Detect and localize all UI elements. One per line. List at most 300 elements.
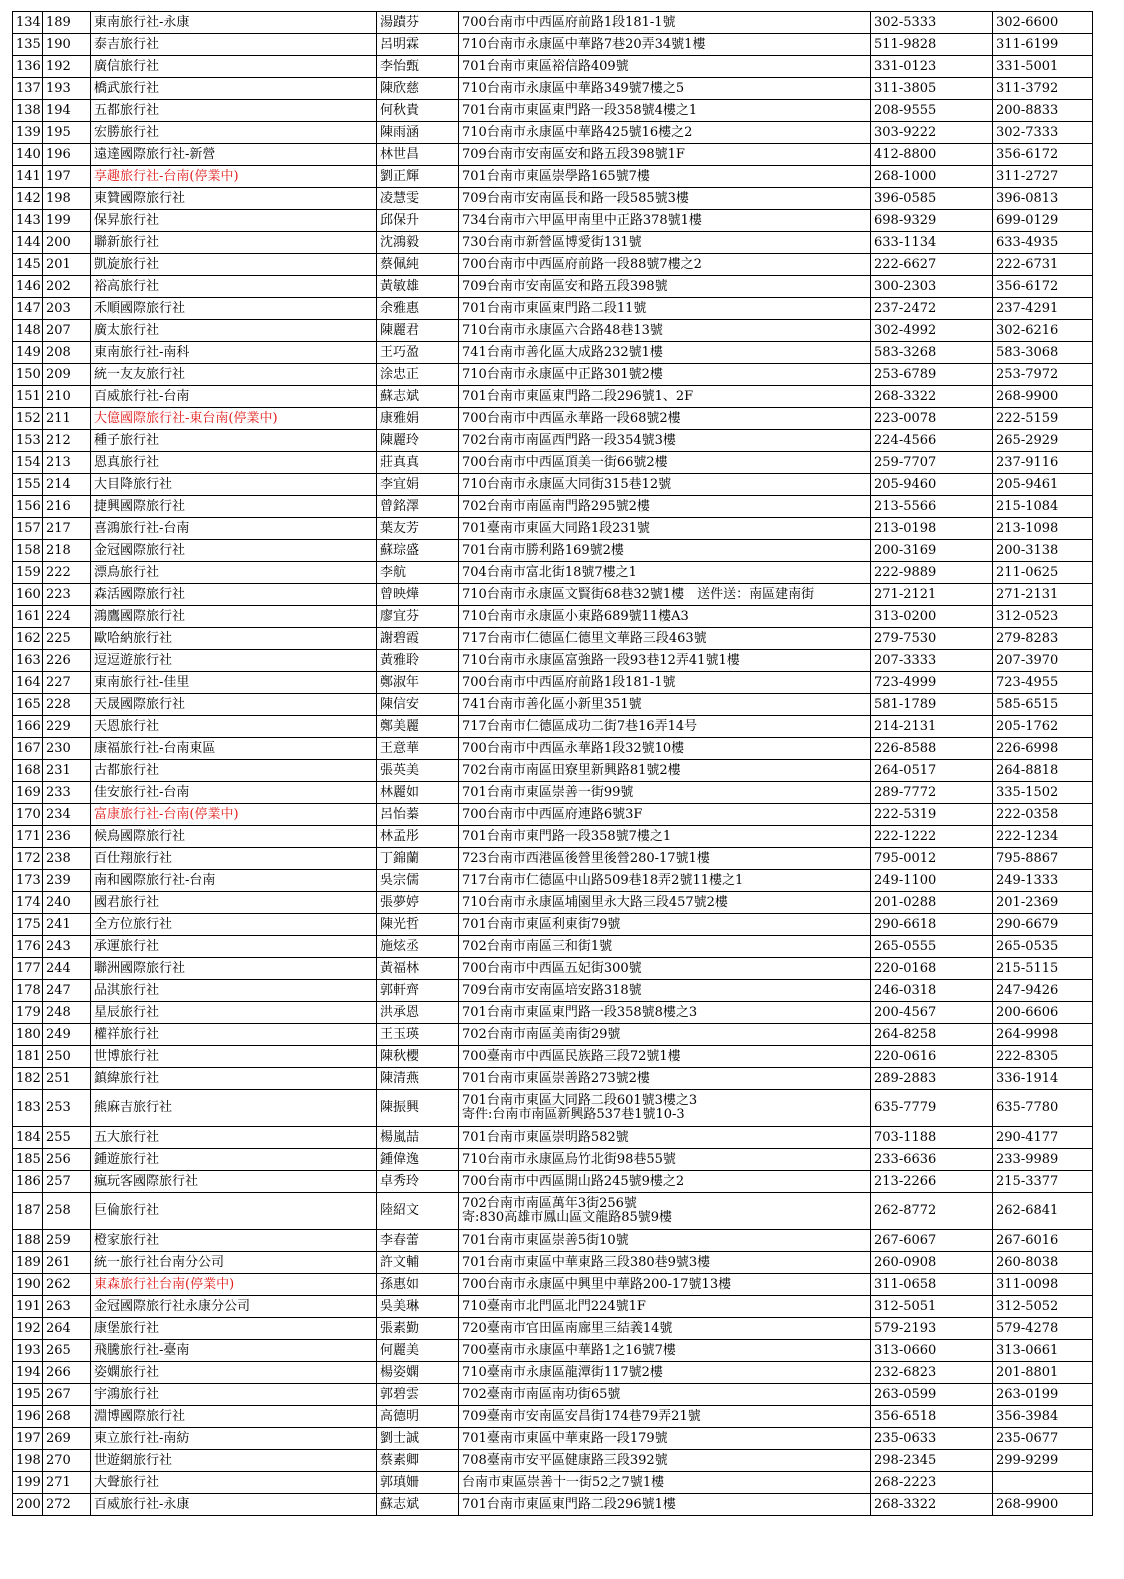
fax: [993, 1472, 1093, 1494]
agency-name: 五大旅行社: [91, 1127, 377, 1149]
agency-name: 百威旅行社-永康: [91, 1494, 377, 1516]
contact-person: 張素勤: [377, 1318, 459, 1340]
phone: 703-1188: [871, 1127, 993, 1149]
agency-code: 201: [43, 254, 91, 276]
row-index: 180: [13, 1024, 43, 1046]
row-index: 175: [13, 914, 43, 936]
address: 741台南市善化區大成路232號1樓: [459, 342, 871, 364]
phone: 795-0012: [871, 848, 993, 870]
row-index: 191: [13, 1296, 43, 1318]
contact-person: 鄭美麗: [377, 716, 459, 738]
agency-name: 東南旅行社-佳里: [91, 672, 377, 694]
table-row: [13, 672, 1093, 694]
row-index: 176: [13, 936, 43, 958]
agency-code: 244: [43, 958, 91, 980]
phone: 302-4992: [871, 320, 993, 342]
agency-code: 218: [43, 540, 91, 562]
agency-name: 大億國際旅行社-東台南(停業中): [91, 408, 377, 430]
contact-person: 陳秋櫻: [377, 1046, 459, 1068]
phone: 200-4567: [871, 1002, 993, 1024]
contact-person: 蔡佩純: [377, 254, 459, 276]
address: 702台南市南區西門路一段354號3樓: [459, 430, 871, 452]
table-row: [13, 1024, 1093, 1046]
agency-name: 橋武旅行社: [91, 78, 377, 100]
agency-name: 古都旅行社: [91, 760, 377, 782]
row-index: 166: [13, 716, 43, 738]
table-row: [13, 1068, 1093, 1090]
phone: 290-6618: [871, 914, 993, 936]
table-row: [13, 584, 1093, 606]
table-row: [13, 12, 1093, 34]
fax: 585-6515: [993, 694, 1093, 716]
contact-person: 陳麗君: [377, 320, 459, 342]
phone: 267-6067: [871, 1230, 993, 1252]
fax: 201-8801: [993, 1362, 1093, 1384]
address: 701台南市東區東門路一段358號4樓之1: [459, 100, 871, 122]
table-row: [13, 408, 1093, 430]
agency-code: 258: [43, 1193, 91, 1230]
fax: 200-6606: [993, 1002, 1093, 1024]
fax: 331-5001: [993, 56, 1093, 78]
agency-name: 恩真旅行社: [91, 452, 377, 474]
address: 710台南市永康區中華路349號7樓之5: [459, 78, 871, 100]
phone: 268-1000: [871, 166, 993, 188]
agency-name: 南和國際旅行社-台南: [91, 870, 377, 892]
contact-person: 陳光哲: [377, 914, 459, 936]
fax: 290-6679: [993, 914, 1093, 936]
address: 700臺南市永康區中華路1之16號7樓: [459, 1340, 871, 1362]
row-index: 161: [13, 606, 43, 628]
fax: 583-3068: [993, 342, 1093, 364]
table-row: [13, 496, 1093, 518]
table-row: [13, 760, 1093, 782]
row-index: 196: [13, 1406, 43, 1428]
contact-person: 許文輔: [377, 1252, 459, 1274]
contact-person: 林世昌: [377, 144, 459, 166]
row-index: 143: [13, 210, 43, 232]
fax: 312-0523: [993, 606, 1093, 628]
agency-code: 200: [43, 232, 91, 254]
phone: 246-0318: [871, 980, 993, 1002]
row-index: 148: [13, 320, 43, 342]
agency-name: 康堡旅行社: [91, 1318, 377, 1340]
contact-person: 鍾偉逸: [377, 1149, 459, 1171]
agency-code: 247: [43, 980, 91, 1002]
agency-code: 216: [43, 496, 91, 518]
agency-name: 逗逗遊旅行社: [91, 650, 377, 672]
address: 704台南市富北街18號7樓之1: [459, 562, 871, 584]
table-row: [13, 1340, 1093, 1362]
contact-person: 康雅娟: [377, 408, 459, 430]
fax: 723-4955: [993, 672, 1093, 694]
contact-person: 廖宜芬: [377, 606, 459, 628]
contact-person: 涂忠正: [377, 364, 459, 386]
agency-name: 大聲旅行社: [91, 1472, 377, 1494]
row-index: 193: [13, 1340, 43, 1362]
agency-code: 213: [43, 452, 91, 474]
contact-person: 林麗如: [377, 782, 459, 804]
phone: 208-9555: [871, 100, 993, 122]
row-index: 186: [13, 1171, 43, 1193]
agency-name: 種子旅行社: [91, 430, 377, 452]
agency-code: 261: [43, 1252, 91, 1274]
table-row: [13, 650, 1093, 672]
agency-code: 226: [43, 650, 91, 672]
fax: 356-3984: [993, 1406, 1093, 1428]
agency-name: 禾順國際旅行社: [91, 298, 377, 320]
phone: 303-9222: [871, 122, 993, 144]
agency-table: [12, 11, 1093, 1516]
agency-code: 257: [43, 1171, 91, 1193]
agency-code: 195: [43, 122, 91, 144]
address: 710台南市永康區中正路301號2樓: [459, 364, 871, 386]
contact-person: 卓秀玲: [377, 1171, 459, 1193]
table-row: [13, 342, 1093, 364]
contact-person: 郭碧雲: [377, 1384, 459, 1406]
agency-code: 214: [43, 474, 91, 496]
table-row: [13, 870, 1093, 892]
agency-code: 256: [43, 1149, 91, 1171]
table-row: [13, 188, 1093, 210]
address: 710台南市永康區文賢街68巷32號1樓 送件送：南區建南街: [459, 584, 871, 606]
table-row: [13, 166, 1093, 188]
table-row: [13, 540, 1093, 562]
table-row: [13, 34, 1093, 56]
agency-code: 234: [43, 804, 91, 826]
address: 701台南市東區崇善5街10號: [459, 1230, 871, 1252]
agency-code: 193: [43, 78, 91, 100]
address: 701台南市勝利路169號2樓: [459, 540, 871, 562]
agency-code: 249: [43, 1024, 91, 1046]
row-index: 147: [13, 298, 43, 320]
agency-code: 270: [43, 1450, 91, 1472]
agency-code: 253: [43, 1090, 91, 1127]
address: 710台南市永康區烏竹北街98巷55號: [459, 1149, 871, 1171]
agency-name: 佳安旅行社-台南: [91, 782, 377, 804]
agency-code: 267: [43, 1384, 91, 1406]
fax: 235-0677: [993, 1428, 1093, 1450]
contact-person: 施炫丞: [377, 936, 459, 958]
row-index: 178: [13, 980, 43, 1002]
contact-person: 高德明: [377, 1406, 459, 1428]
agency-table-body: [13, 12, 1093, 1516]
agency-name: 統一友友旅行社: [91, 364, 377, 386]
phone: 262-8772: [871, 1193, 993, 1230]
fax: 237-9116: [993, 452, 1093, 474]
row-index: 162: [13, 628, 43, 650]
contact-person: 洪承恩: [377, 1002, 459, 1024]
contact-person: 王意華: [377, 738, 459, 760]
row-index: 137: [13, 78, 43, 100]
phone: 511-9828: [871, 34, 993, 56]
agency-name: 捷興國際旅行社: [91, 496, 377, 518]
phone: 311-3805: [871, 78, 993, 100]
fax: 222-8305: [993, 1046, 1093, 1068]
contact-person: 陳清燕: [377, 1068, 459, 1090]
address: 717台南市仁德區成功二街7巷16弄14号: [459, 716, 871, 738]
agency-name: 享趣旅行社-台南(停業中): [91, 166, 377, 188]
table-row: [13, 1149, 1093, 1171]
phone: 200-3169: [871, 540, 993, 562]
address: 701台南市東區崇善路273號2樓: [459, 1068, 871, 1090]
agency-name: 東森旅行社台南(停業中): [91, 1274, 377, 1296]
fax: 201-2369: [993, 892, 1093, 914]
agency-name: 統一旅行社台南分公司: [91, 1252, 377, 1274]
contact-person: 蘇琮盛: [377, 540, 459, 562]
table-row: [13, 232, 1093, 254]
row-index: 146: [13, 276, 43, 298]
address: 710台南市永康區埔園里永大路三段457號2樓: [459, 892, 871, 914]
table-row: [13, 562, 1093, 584]
agency-code: 208: [43, 342, 91, 364]
address: 702台南市南區萬年3街256號 寄:830高雄市鳳山區文龍路85號9樓: [459, 1193, 871, 1230]
address: 700台南市中西區府前路一段88號7樓之2: [459, 254, 871, 276]
row-index: 145: [13, 254, 43, 276]
contact-person: 謝碧霞: [377, 628, 459, 650]
contact-person: 張夢婷: [377, 892, 459, 914]
table-row: [13, 452, 1093, 474]
table-row: [13, 210, 1093, 232]
table-row: [13, 606, 1093, 628]
address: 700台南市永康區中興里中華路200-17號13樓: [459, 1274, 871, 1296]
fax: 299-9299: [993, 1450, 1093, 1472]
row-index: 168: [13, 760, 43, 782]
table-row: [13, 848, 1093, 870]
agency-name: 承運旅行社: [91, 936, 377, 958]
phone: 412-8800: [871, 144, 993, 166]
agency-name: 金冠國際旅行社: [91, 540, 377, 562]
agency-code: 231: [43, 760, 91, 782]
row-index: 169: [13, 782, 43, 804]
agency-name: 裕高旅行社: [91, 276, 377, 298]
agency-name: 漂鳥旅行社: [91, 562, 377, 584]
contact-person: 李怡甄: [377, 56, 459, 78]
agency-name: 泰吉旅行社: [91, 34, 377, 56]
table-row: [13, 1090, 1093, 1127]
fax: 795-8867: [993, 848, 1093, 870]
address: 734台南市六甲區甲南里中正路378號1樓: [459, 210, 871, 232]
fax: 633-4935: [993, 232, 1093, 254]
phone: 207-3333: [871, 650, 993, 672]
phone: 249-1100: [871, 870, 993, 892]
phone: 268-3322: [871, 1494, 993, 1516]
row-index: 183: [13, 1090, 43, 1127]
agency-name: 橙家旅行社: [91, 1230, 377, 1252]
agency-code: 223: [43, 584, 91, 606]
table-row: [13, 144, 1093, 166]
phone: 268-3322: [871, 386, 993, 408]
phone: 201-0288: [871, 892, 993, 914]
fax: 311-0098: [993, 1274, 1093, 1296]
fax: 302-6216: [993, 320, 1093, 342]
agency-name: 百仕翔旅行社: [91, 848, 377, 870]
table-row: [13, 1296, 1093, 1318]
contact-person: 葉友芳: [377, 518, 459, 540]
contact-person: 吳美琳: [377, 1296, 459, 1318]
fax: 205-1762: [993, 716, 1093, 738]
agency-code: 243: [43, 936, 91, 958]
phone: 222-1222: [871, 826, 993, 848]
contact-person: 曾映燁: [377, 584, 459, 606]
table-row: [13, 78, 1093, 100]
table-row: [13, 1230, 1093, 1252]
contact-person: 蔡素卿: [377, 1450, 459, 1472]
address: 700台南市中西區府前路1段181-1號: [459, 672, 871, 694]
agency-code: 238: [43, 848, 91, 870]
agency-name: 候鳥國際旅行社: [91, 826, 377, 848]
agency-name: 鍾遊旅行社: [91, 1149, 377, 1171]
phone: 279-7530: [871, 628, 993, 650]
row-index: 181: [13, 1046, 43, 1068]
address: 701台南市東區大同路二段601號3樓之3 寄件:台南市南區新興路537巷1號10-3: [459, 1090, 871, 1127]
address: 710台南市永康區小東路689號11樓A3: [459, 606, 871, 628]
table-row: [13, 694, 1093, 716]
address: 701台南市東區崇學路165號7樓: [459, 166, 871, 188]
agency-name: 大目降旅行社: [91, 474, 377, 496]
contact-person: 曾銘澤: [377, 496, 459, 518]
agency-name: 鴻鷹國際旅行社: [91, 606, 377, 628]
contact-person: 王巧盈: [377, 342, 459, 364]
row-index: 185: [13, 1149, 43, 1171]
address: 701台南市東區崇明路582號: [459, 1127, 871, 1149]
agency-code: 236: [43, 826, 91, 848]
row-index: 177: [13, 958, 43, 980]
agency-name: 東贊國際旅行社: [91, 188, 377, 210]
address: 702台南市南區三和街1號: [459, 936, 871, 958]
row-index: 189: [13, 1252, 43, 1274]
contact-person: 丁錦蘭: [377, 848, 459, 870]
agency-code: 268: [43, 1406, 91, 1428]
agency-code: 229: [43, 716, 91, 738]
contact-person: 何秋貴: [377, 100, 459, 122]
address: 700台南市中西區永華路一段68號2樓: [459, 408, 871, 430]
agency-name: 金冠國際旅行社永康分公司: [91, 1296, 377, 1318]
phone: 268-2223: [871, 1472, 993, 1494]
row-index: 136: [13, 56, 43, 78]
phone: 723-4999: [871, 672, 993, 694]
agency-code: 240: [43, 892, 91, 914]
row-index: 184: [13, 1127, 43, 1149]
address: 701台南市東區中華東路三段380巷9號3樓: [459, 1252, 871, 1274]
address: 台南市東區崇善十一街52之7號1樓: [459, 1472, 871, 1494]
agency-code: 251: [43, 1068, 91, 1090]
contact-person: 劉正輝: [377, 166, 459, 188]
table-row: [13, 804, 1093, 826]
row-index: 151: [13, 386, 43, 408]
fax: 267-6016: [993, 1230, 1093, 1252]
table-row: [13, 1252, 1093, 1274]
agency-code: 266: [43, 1362, 91, 1384]
row-index: 135: [13, 34, 43, 56]
agency-name: 姿嫻旅行社: [91, 1362, 377, 1384]
row-index: 165: [13, 694, 43, 716]
row-index: 182: [13, 1068, 43, 1090]
table-row: [13, 738, 1093, 760]
row-index: 167: [13, 738, 43, 760]
agency-name: 百威旅行社-台南: [91, 386, 377, 408]
agency-name: 鎮緯旅行社: [91, 1068, 377, 1090]
fax: 260-8038: [993, 1252, 1093, 1274]
agency-code: 192: [43, 56, 91, 78]
row-index: 158: [13, 540, 43, 562]
table-row: [13, 914, 1093, 936]
address: 701台南市東區利東街79號: [459, 914, 871, 936]
contact-person: 余雅惠: [377, 298, 459, 320]
fax: 211-0625: [993, 562, 1093, 584]
address: 709台南市安南區安和路五段398號1F: [459, 144, 871, 166]
contact-person: 楊嵐喆: [377, 1127, 459, 1149]
fax: 356-6172: [993, 144, 1093, 166]
phone: 313-0660: [871, 1340, 993, 1362]
table-row: [13, 716, 1093, 738]
address: 709臺南市安南區安昌街174巷79弄21號: [459, 1406, 871, 1428]
agency-name: 宇鴻旅行社: [91, 1384, 377, 1406]
agency-code: 190: [43, 34, 91, 56]
contact-person: 張英美: [377, 760, 459, 782]
agency-name: 廣太旅行社: [91, 320, 377, 342]
row-index: 138: [13, 100, 43, 122]
table-row: [13, 386, 1093, 408]
agency-code: 199: [43, 210, 91, 232]
address: 710台南市永康區大同街315巷12號: [459, 474, 871, 496]
agency-name: 遠達國際旅行社-新營: [91, 144, 377, 166]
agency-code: 194: [43, 100, 91, 122]
fax: 311-3792: [993, 78, 1093, 100]
phone: 213-0198: [871, 518, 993, 540]
agency-name: 天恩旅行社: [91, 716, 377, 738]
fax: 215-1084: [993, 496, 1093, 518]
fax: 222-6731: [993, 254, 1093, 276]
row-index: 173: [13, 870, 43, 892]
phone: 633-1134: [871, 232, 993, 254]
agency-code: 210: [43, 386, 91, 408]
table-row: [13, 122, 1093, 144]
agency-code: 265: [43, 1340, 91, 1362]
agency-code: 228: [43, 694, 91, 716]
agency-code: 211: [43, 408, 91, 430]
fax: 279-8283: [993, 628, 1093, 650]
agency-code: 225: [43, 628, 91, 650]
row-index: 188: [13, 1230, 43, 1252]
phone: 233-6636: [871, 1149, 993, 1171]
table-row: [13, 276, 1093, 298]
table-row: [13, 298, 1093, 320]
row-index: 198: [13, 1450, 43, 1472]
agency-name: 東南旅行社-永康: [91, 12, 377, 34]
address: 702臺南市南區南功街65號: [459, 1384, 871, 1406]
row-index: 164: [13, 672, 43, 694]
phone: 271-2121: [871, 584, 993, 606]
phone: 214-2131: [871, 716, 993, 738]
contact-person: 莊真真: [377, 452, 459, 474]
agency-name: 廣信旅行社: [91, 56, 377, 78]
fax: 213-1098: [993, 518, 1093, 540]
address: 700台南市中西區永華路1段32號10樓: [459, 738, 871, 760]
table-row: [13, 892, 1093, 914]
contact-person: 郭軒齊: [377, 980, 459, 1002]
phone: 220-0616: [871, 1046, 993, 1068]
phone: 698-9329: [871, 210, 993, 232]
phone: 237-2472: [871, 298, 993, 320]
contact-person: 陳雨涵: [377, 122, 459, 144]
row-index: 172: [13, 848, 43, 870]
phone: 213-5566: [871, 496, 993, 518]
address: 709台南市安南區培安路318號: [459, 980, 871, 1002]
fax: 207-3970: [993, 650, 1093, 672]
phone: 298-2345: [871, 1450, 993, 1472]
contact-person: 陸紹文: [377, 1193, 459, 1230]
phone: 289-7772: [871, 782, 993, 804]
